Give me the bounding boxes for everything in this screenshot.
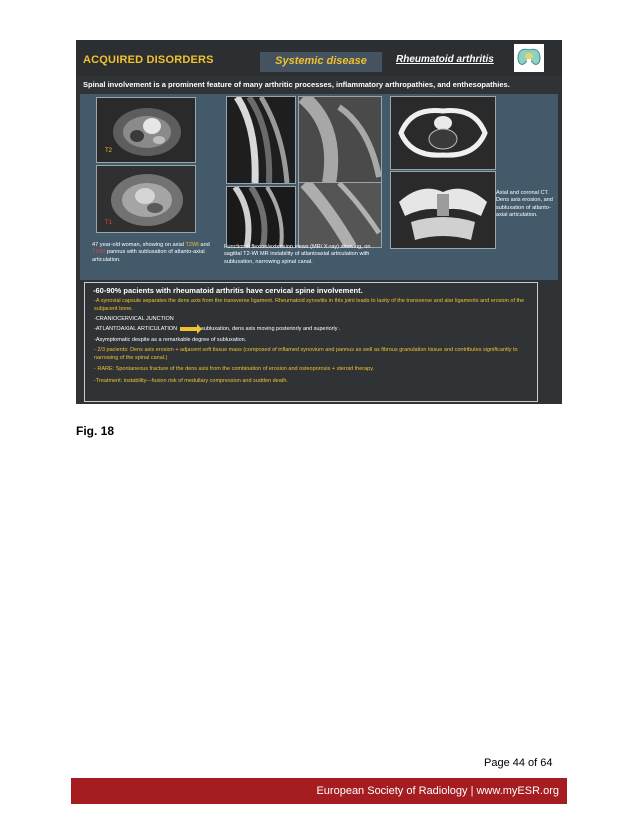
axial-mri-caption xyxy=(92,242,216,264)
sagittal-mri-extension-image xyxy=(226,186,296,248)
bullet-asymptomatic: -Asymptomatic despite as a remarkable degree of subluxation. xyxy=(94,337,247,343)
image-panel xyxy=(80,94,558,280)
coronal-ct-image xyxy=(390,171,496,249)
t2wi-highlight: T2WI xyxy=(185,242,199,248)
slide-header xyxy=(76,40,562,76)
category-title: Systemic disease xyxy=(275,55,367,67)
figure-label: Fig. 18 xyxy=(76,424,115,438)
sagittal-mri-flexion-image xyxy=(226,96,296,184)
bullet-two-thirds: - 2/3 pacients: Dens axis erosion + adjacent soft tissue mass (composed of inflamed synovium and pannus as well as fibrous granulation tissue and contributes significantly to narrowing of the spinal canal.) xyxy=(94,347,518,361)
slide-figure xyxy=(76,40,562,404)
lateral-xray-flexion-image xyxy=(298,96,382,184)
axial-caption-tail: pannus with subluxation of atlanto-axial articulation. xyxy=(92,249,205,263)
right-arrow-icon xyxy=(180,327,198,331)
page-number: Page 44 of 64 xyxy=(484,757,553,769)
bullet-rare: - RARE: Spontaneous fracture of the dens axis from the combination of erosion and osteoporosis + steroid therapy. xyxy=(94,366,375,372)
key-fact: -60-90% pacients with rheumatoid arthritis have cervical spine involvement. xyxy=(93,286,363,295)
section-title: ACQUIRED DISORDERS xyxy=(83,54,214,66)
atlantoaxial-label: -ATLANTOAXIAL ARTICULATION xyxy=(94,326,178,332)
bullet-atlantoaxial xyxy=(94,325,530,333)
footer-text: European Society of Radiology | www.myESR.org xyxy=(316,785,559,797)
bullet-craniocervical: -CRANIOCERVICAL JUNCTION xyxy=(94,316,174,322)
topic-title: Rheumatoid arthritis xyxy=(396,54,494,65)
atlantoaxial-result: subluxation, dens axis moving posteriorly and superiorly . xyxy=(201,326,341,332)
axial-t1-mri-image xyxy=(96,165,196,233)
lateral-xray-extension-image xyxy=(298,182,382,248)
axial-caption-text: 47 year-old woman, showing on axial xyxy=(92,242,186,248)
sagittal-caption: Functional flexion/extension views (MR/ X-ray) showing, on sagittal T2-WI MR instability of atlantoaxial articulation with subluxation, narrowing spinal canal. xyxy=(224,244,371,265)
spine-logo-icon xyxy=(514,44,544,72)
axial-t2-mri-image xyxy=(96,97,196,163)
category-box xyxy=(260,52,382,72)
t1wi-highlight: T1WI xyxy=(92,249,106,256)
bullet-synovial: -A synovial capsule separates the dens axis from the transverse ligament. Rheumatoid synovitis in this joint leads to laxity of the transverse and alar ligaments and erosion of the subjacent bone. xyxy=(94,298,525,312)
t2-label: T2 xyxy=(105,148,113,154)
axial-caption-and: and xyxy=(198,242,210,248)
intro-sentence: Spinal involvement is a prominent feature of many arthritic processes, inflammatory arthropathies, and enthesopathies. xyxy=(83,80,510,89)
footer-bar xyxy=(71,778,567,804)
bullet-treatment: -Treatment: instability---fusion risk of medullary compression and sudden death. xyxy=(94,378,288,384)
summary-box xyxy=(84,282,538,402)
t1-label: T1 xyxy=(105,220,113,226)
ct-caption: Axial and coronal CT. Dens axis erosion, and subluxation of atlanto-axial articulation. xyxy=(496,190,553,219)
axial-ct-image xyxy=(390,96,496,170)
